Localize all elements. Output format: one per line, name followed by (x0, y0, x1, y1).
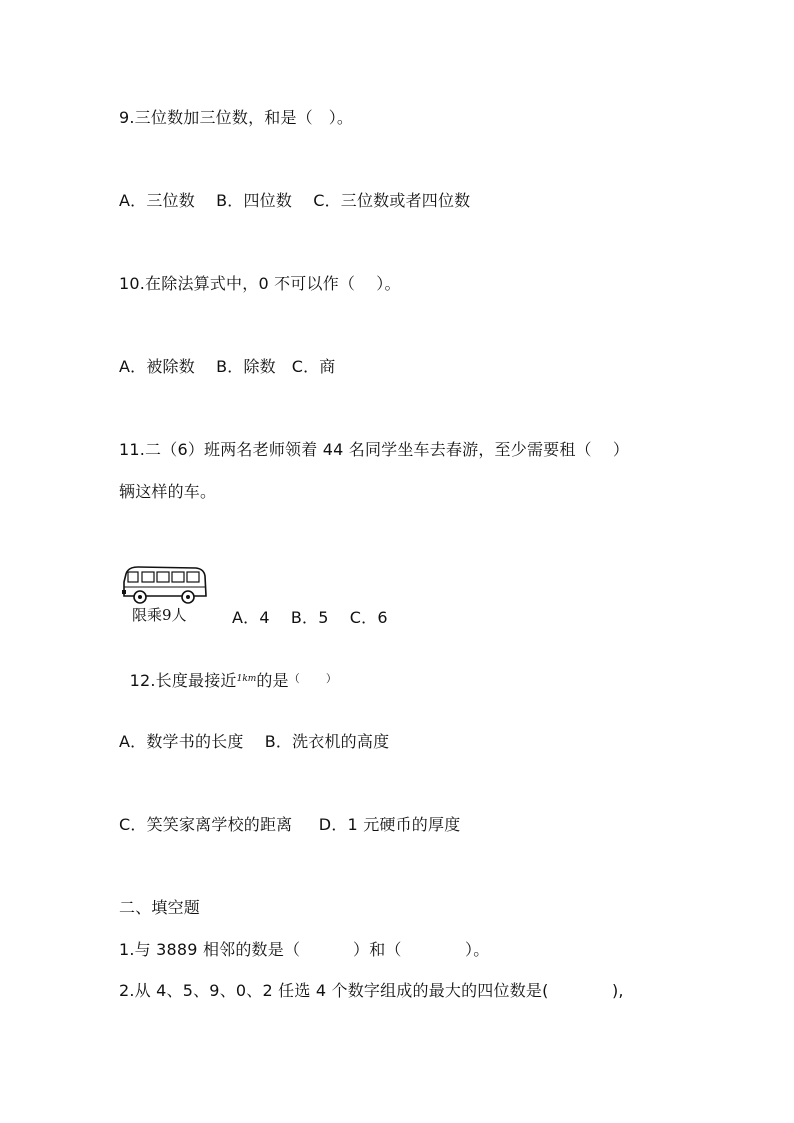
question-9-options: A．三位数 B．四位数 C．三位数或者四位数 (119, 191, 471, 210)
question-10-options: A．被除数 B．除数 C．商 (119, 357, 336, 376)
question-12-stem (119, 649, 337, 691)
question-12-stem-prefix: 12.长度最接近 (129, 671, 237, 690)
question-9-stem: 9.三位数加三位数，和是（ ）。 (119, 108, 354, 127)
question-11-stem-line1: 11.二（6）班两名老师领着 44 名同学坐车去春游，至少需要租（ ） (119, 440, 630, 459)
question-12-stem-suffix: 的是 (256, 671, 289, 690)
section-2-title: 二、填空题 (119, 898, 201, 917)
question-12-options-line1: A．数学书的长度 B．洗衣机的高度 (119, 732, 390, 751)
bus-caption: 限乘9人 (132, 606, 187, 624)
question-11-options: A．4 B．5 C．6 (232, 608, 388, 627)
fill-question-1: 1.与 3889 相邻的数是（ ）和（ ）。 (119, 940, 490, 959)
question-11-stem-line2: 辆这样的车。 (119, 482, 217, 501)
fill-question-2: 2.从 4、5、9、0、2 任选 4 个数字组成的最大的四位数是( ), (119, 981, 624, 1000)
question-12-options-line2: C．笑笑家离学校的距离 D．1 元硬币的厚度 (119, 815, 461, 834)
unit-km: 1km (236, 674, 257, 684)
question-10-stem: 10.在除法算式中，0 不可以作（ ）。 (119, 274, 401, 293)
bus-icon (120, 562, 212, 610)
answer-blank: （ ） (288, 672, 338, 685)
